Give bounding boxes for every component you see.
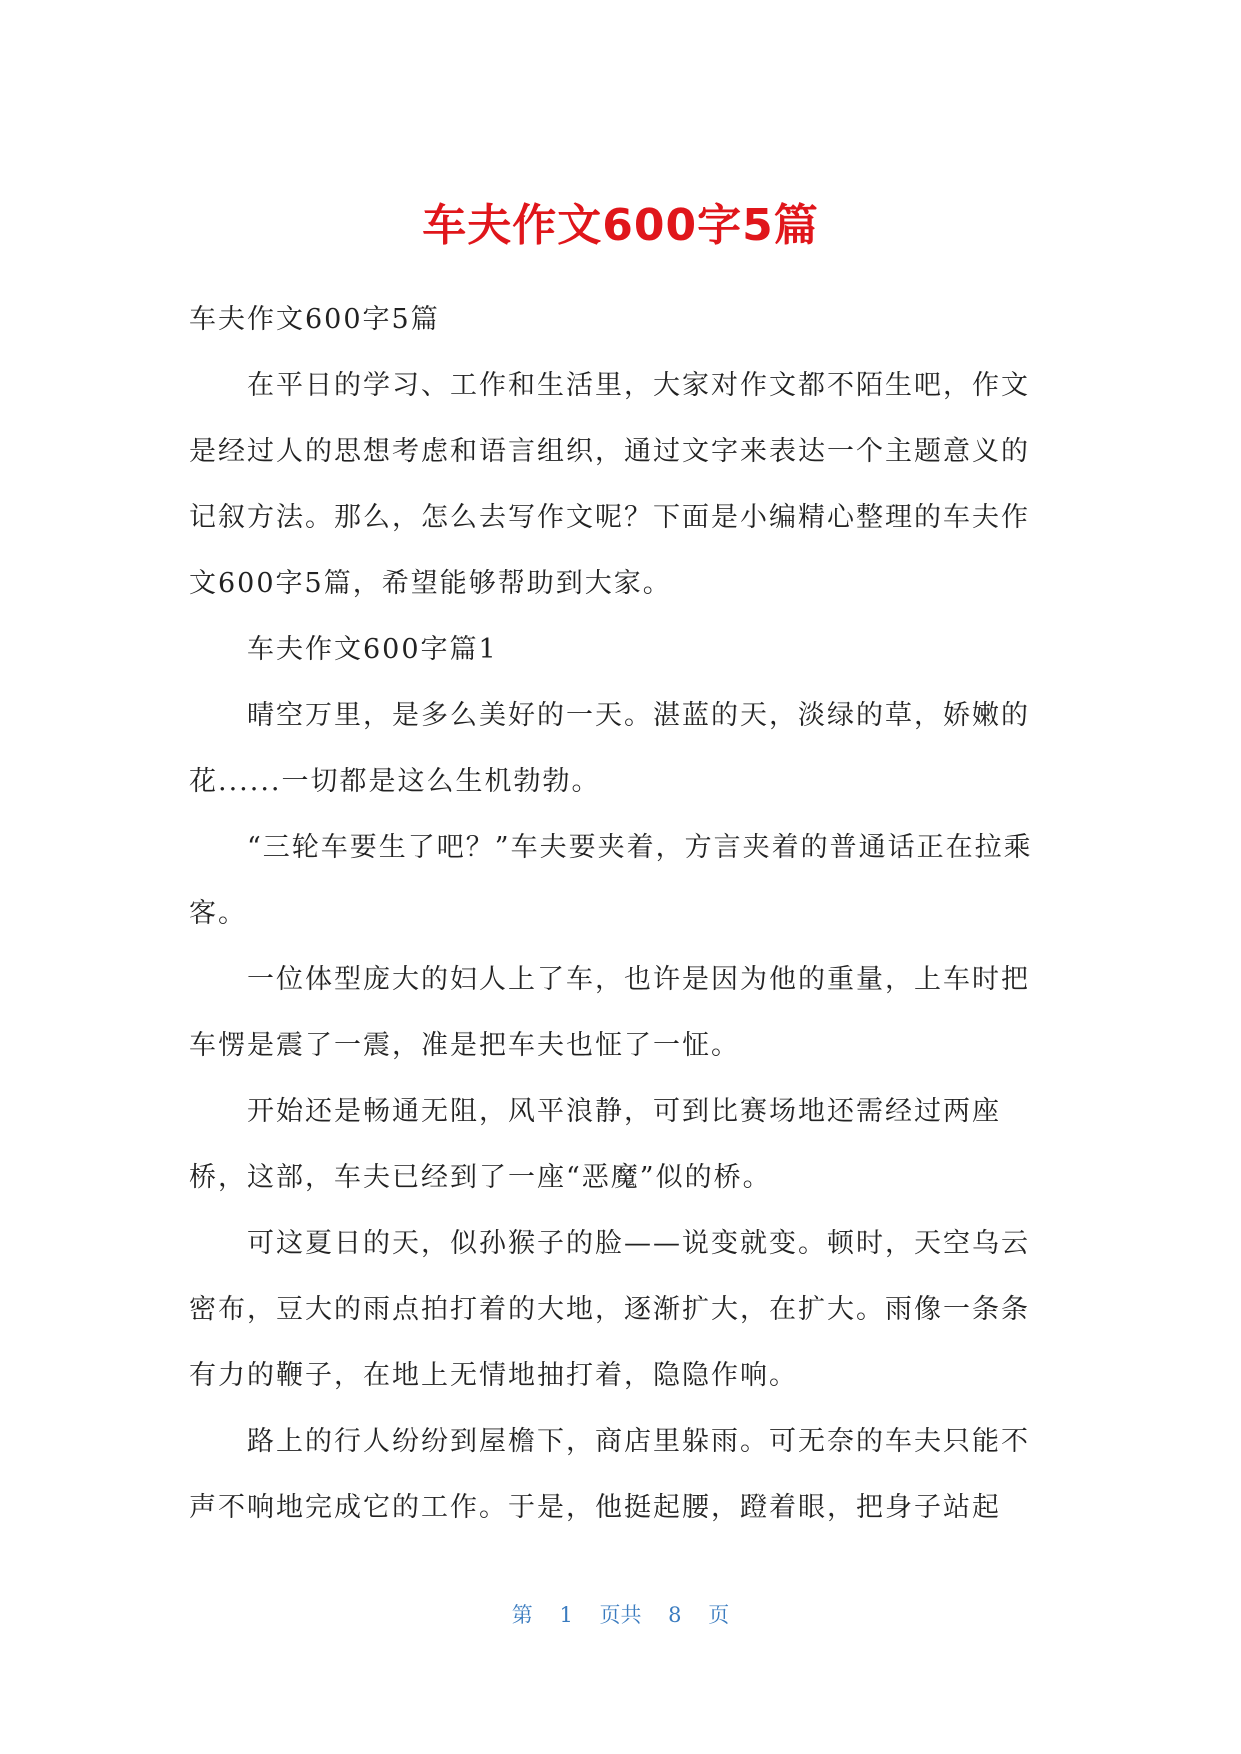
page-footer: 第 1 页共 8 页 [511,1603,730,1627]
body-paragraph: “三轮车要生了吧？”车夫要夹着，方言夹着的普通话正在拉乘客。 [189,832,1033,929]
document-title: 车夫作文600字5篇 [422,200,819,251]
body-paragraph: 一位体型庞大的妇人上了车，也许是因为他的重量，上车时把车愣是震了一震，准是把车夫也怔了一怔。 [189,964,1030,1061]
intro-paragraph: 在平日的学习、工作和生活里，大家对作文都不陌生吧，作文是经过人的思想考虑和语言组织，通过文字来表达一个主题意义的记叙方法。那么，怎么去写作文呢？下面是小编精心整理的车夫作文600字5篇，希望能够帮助到大家。 [189,370,1030,599]
body-paragraph: 路上的行人纷纷到屋檐下，商店里躲雨。可无奈的车夫只能不声不响地完成它的工作。于是，他挺起腰，蹬着眼，把身子站起 [189,1426,1030,1523]
body-paragraph: 可这夏日的天，似孙猴子的脸——说变就变。顿时，天空乌云密布，豆大的雨点拍打着的大地，逐渐扩大，在扩大。雨像一条条有力的鞭子，在地上无情地抽打着，隐隐作响。 [189,1228,1030,1391]
subtitle-paragraph: 车夫作文600字5篇 [189,304,440,335]
section-heading: 车夫作文600字篇1 [247,634,498,665]
body-paragraph: 开始还是畅通无阻，风平浪静，可到比赛场地还需经过两座桥，这部，车夫已经到了一座“恶魔”似的桥。 [189,1096,1001,1193]
document-body [189,287,1039,1541]
body-paragraph: 晴空万里，是多么美好的一天。湛蓝的天，淡绿的草，娇嫩的花......一切都是这么生机勃勃。 [189,700,1030,797]
